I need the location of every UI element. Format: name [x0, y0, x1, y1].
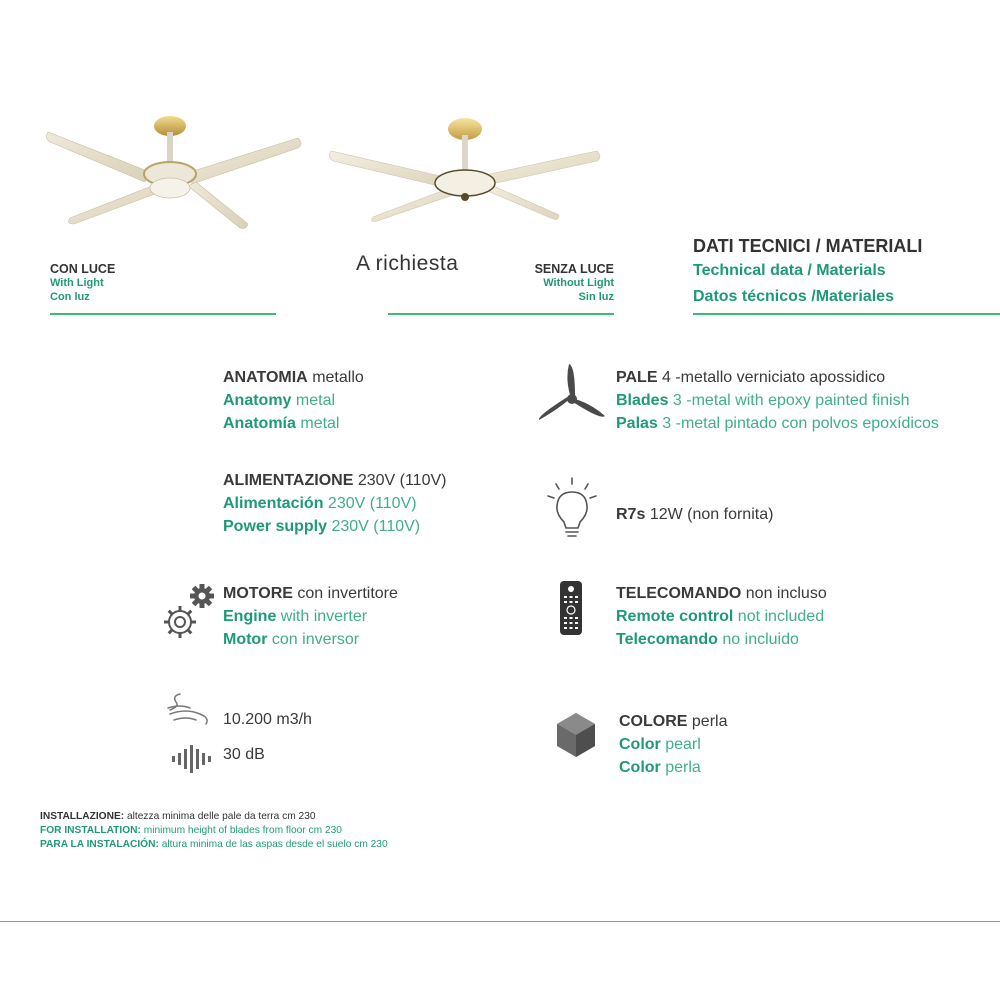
bottom-divider: [0, 921, 1000, 922]
remote-es-key: Telecomando: [616, 631, 718, 648]
anatomy-spec: [223, 366, 364, 435]
propeller-icon: [535, 362, 607, 428]
anatomy-it-key: ANATOMIA: [223, 369, 308, 386]
with-light-header: [50, 262, 115, 304]
power-spec: [223, 469, 446, 538]
install-en-value: minimum height of blades from floor cm 230: [143, 825, 342, 836]
without-light-header: [480, 262, 614, 304]
anatomy-en-value: metal: [295, 392, 336, 409]
without-light-title: SENZA LUCE: [534, 262, 614, 276]
remote-it-key: TELECOMANDO: [616, 585, 742, 602]
install-en-key: FOR INSTALLATION:: [40, 825, 141, 836]
motor-spec: [223, 582, 398, 651]
install-it-key: INSTALLAZIONE:: [40, 811, 125, 822]
install-es-value: altura minima de las aspas desde el suelo cm 230: [161, 839, 388, 850]
remote-es-value: no incluido: [722, 631, 799, 648]
color-es-key: Color: [619, 759, 661, 776]
power-es-key: Alimentación: [223, 495, 324, 512]
install-it-value: altezza minima delle pale da terra cm 230: [126, 811, 316, 822]
color-en-key: Color: [619, 736, 661, 753]
blades-it-key: PALE: [616, 369, 658, 386]
motor-en-value: with inverter: [280, 608, 368, 625]
blades-it-value: 4 -metallo verniciato apossidico: [661, 369, 886, 386]
fan-without-light-image: [325, 115, 605, 225]
remote-spec: [616, 582, 827, 651]
tech-title: DATI TECNICI / MATERIALI: [693, 236, 923, 256]
installation-notes: [40, 810, 388, 852]
tech-en: Technical data / Materials: [693, 262, 886, 279]
lamp-key: R7s: [616, 506, 646, 523]
install-es-key: PARA LA INSTALACIÓN:: [40, 839, 159, 850]
power-es-value: 230V (110V): [327, 495, 417, 512]
airflow-icon: [166, 690, 214, 730]
anatomy-it-value: metallo: [312, 369, 364, 386]
color-en-value: pearl: [665, 736, 701, 753]
lamp-value: 12W (non fornita): [649, 506, 774, 523]
lamp-spec: [616, 503, 773, 526]
color-it-value: perla: [691, 713, 728, 730]
power-en-value: 230V (110V): [331, 518, 421, 535]
motor-es-value: con inversor: [271, 631, 360, 648]
blades-en-value: 3 -metal with epoxy painted finish: [672, 392, 910, 409]
color-es-value: perla: [665, 759, 701, 776]
remote-it-value: non incluso: [745, 585, 827, 602]
with-light-rule: [50, 313, 276, 315]
anatomy-es-key: Anatomía: [223, 415, 296, 432]
motor-it-value: con invertitore: [297, 585, 398, 602]
remote-en-key: Remote control: [616, 608, 734, 625]
tech-rule: [693, 313, 1000, 315]
tech-header: [693, 234, 922, 310]
motor-it-key: MOTORE: [223, 585, 293, 602]
remote-en-value: not included: [737, 608, 825, 625]
color-it-key: COLORE: [619, 713, 688, 730]
airflow-value: 10.200 m3/h: [223, 711, 312, 728]
with-light-es: Con luz: [50, 291, 90, 303]
sound-level-icon: [170, 744, 216, 774]
anatomy-en-key: Anatomy: [223, 392, 292, 409]
blades-en-key: Blades: [616, 392, 669, 409]
motor-en-key: Engine: [223, 608, 277, 625]
fan-with-light-image: [40, 110, 310, 235]
blades-es-key: Palas: [616, 415, 658, 432]
with-light-en: With Light: [50, 277, 104, 289]
light-bulb-icon: [544, 476, 600, 542]
power-en-key: Power supply: [223, 518, 328, 535]
without-light-rule: [388, 313, 614, 315]
blades-spec: [616, 366, 939, 435]
on-request-label: A richiesta: [356, 252, 459, 275]
remote-control-icon: [558, 580, 584, 636]
anatomy-es-value: metal: [300, 415, 340, 432]
power-it-value: 230V (110V): [357, 472, 447, 489]
noise-value: 30 dB: [223, 746, 265, 763]
blades-es-value: 3 -metal pintado con polvos epoxídicos: [662, 415, 939, 432]
without-light-es: Sin luz: [578, 291, 614, 303]
gears-icon: [160, 582, 220, 644]
color-spec: [619, 710, 727, 779]
without-light-en: Without Light: [543, 277, 614, 289]
with-light-title: CON LUCE: [50, 262, 116, 276]
color-hexagon-icon: [554, 711, 598, 759]
motor-es-key: Motor: [223, 631, 268, 648]
power-it-key: ALIMENTAZIONE: [223, 472, 354, 489]
tech-es: Datos técnicos /Materiales: [693, 288, 894, 305]
